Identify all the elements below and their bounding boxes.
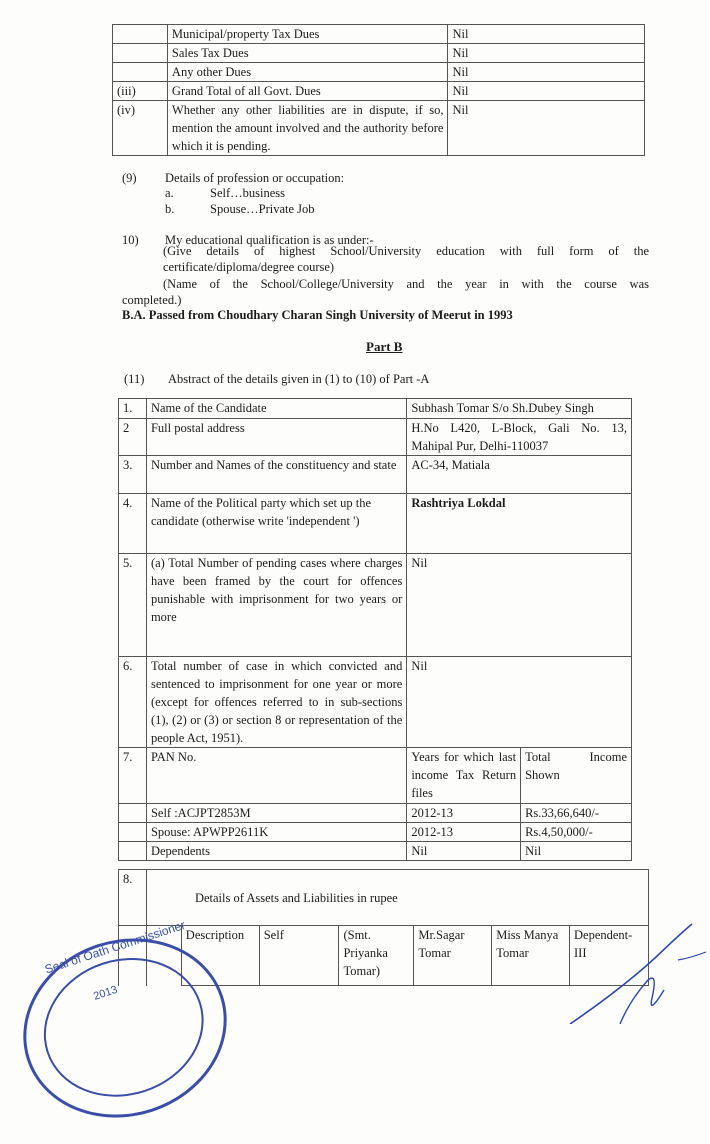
years-header: Years for which last income Tax Return files (407, 748, 521, 804)
section-10-instruction-1: (Give details of highest School/University education with full form of the certificate/diploma/degree course) (163, 244, 649, 274)
postal-address: H.No L420, L-Block, Gali No. 13, Mahipal Pur, Delhi-110037 (407, 419, 632, 456)
pan-label: Dependents (146, 842, 406, 861)
row-number: 7. (119, 748, 147, 804)
education-answer: B.A. Passed from Choudhary Charan Singh University of Meerut in 1993 (122, 308, 513, 322)
row-number: 3. (119, 456, 147, 494)
row-item: Whether any other liabilities are in dispute, if so, mention the amount involved and the authority before which it is pending. (167, 101, 448, 156)
row-label: Name of the Political party which set up the candidate (otherwise write 'independent ') (146, 494, 406, 554)
header-self: Self (259, 926, 339, 986)
section-11-abstract: Abstract of the details given in (1) to (10) of Part -A (168, 372, 430, 386)
section-9-a-text: Self…business (210, 186, 285, 200)
header-dependent-2: Miss Manya Tomar (492, 926, 570, 986)
table-row (119, 554, 632, 657)
political-party: Rashtriya Lokdal (407, 494, 632, 554)
header-dependent-1: Mr.Sagar Tomar (414, 926, 492, 986)
table-row (119, 823, 632, 842)
row-label: Number and Names of the constituency and state (146, 456, 406, 494)
section-10-instruction-2: (Name of the School/College/University and the year in with the course was (163, 277, 649, 291)
row-number: 2 (119, 419, 147, 456)
pan-year: Nil (407, 842, 521, 861)
header-description: Description (181, 926, 259, 986)
table-row (119, 419, 632, 456)
table-row (119, 657, 632, 748)
row-number: 5. (119, 554, 147, 657)
constituency: AC-34, Matiala (407, 456, 632, 494)
row-number: 1. (119, 399, 147, 419)
pending-cases: Nil (407, 554, 632, 657)
table-row (119, 494, 632, 554)
row-item: Grand Total of all Govt. Dues (167, 82, 448, 101)
row-number (113, 44, 168, 63)
row-value: Nil (448, 25, 645, 44)
section-9-a-label: a. (165, 186, 174, 200)
row-item: Municipal/property Tax Dues (167, 25, 448, 44)
table-row (113, 63, 645, 82)
section-11-number: (11) (124, 372, 145, 386)
table-row (113, 44, 645, 63)
section-9-heading: Details of profession or occupation: (165, 171, 345, 185)
pan-income: Nil (521, 842, 632, 861)
assets-title: Details of Assets and Liabilities in rupee (146, 870, 648, 926)
section-10-heading: My educational qualification is as under:- (165, 233, 374, 247)
table-row (113, 25, 645, 44)
empty-cell (119, 842, 147, 861)
table-row (119, 842, 632, 861)
row-label: (a) Total Number of pending cases where charges have been framed by the court for offences punishable with imprisonment for two years or more (146, 554, 406, 657)
row-label: Total number of case in which convicted and sentenced to imprisonment for one year or more (except for offences referred to in sub-sections (1), (2) or (3) or section 8 or representation of the people Act, 1951). (146, 657, 406, 748)
row-value: Nil (448, 101, 645, 156)
table-row (119, 870, 649, 926)
row-label: PAN No. (146, 748, 406, 804)
section-9-number: (9) (122, 171, 137, 185)
row-item: Any other Dues (167, 63, 448, 82)
table-row (119, 456, 632, 494)
row-number: 4. (119, 494, 147, 554)
signature-mark (560, 920, 710, 1024)
part-b-title: Part B (366, 339, 403, 354)
pan-year: 2012-13 (407, 823, 521, 842)
section-10-number: 10) (122, 233, 139, 247)
header-spouse: (Smt. Priyanka Tomar) (339, 926, 414, 986)
stamp-text-inner: 2013 (92, 983, 120, 1003)
row-label: Full postal address (146, 419, 406, 456)
table-row (119, 748, 632, 804)
pan-income: Rs.33,66,640/- (521, 804, 632, 823)
section-9-b-text: Spouse…Private Job (210, 202, 315, 216)
row-label: Name of the Candidate (146, 399, 406, 419)
candidate-name: Subhash Tomar S/o Sh.Dubey Singh (407, 399, 632, 419)
row-number (113, 25, 168, 44)
pan-label: Self :ACJPT2853M (146, 804, 406, 823)
table-row (119, 399, 632, 419)
part-b-table (118, 398, 632, 861)
row-value: Nil (448, 82, 645, 101)
empty-cell (119, 804, 147, 823)
row-number: (iv) (113, 101, 168, 156)
table-row (119, 804, 632, 823)
pan-income: Rs.4,50,000/- (521, 823, 632, 842)
row-value: Nil (448, 63, 645, 82)
convictions: Nil (407, 657, 632, 748)
section-10-instruction-3: completed.) (122, 293, 182, 307)
empty-cell (119, 823, 147, 842)
pan-label: Spouse: APWPP2611K (146, 823, 406, 842)
table-row (113, 82, 645, 101)
pan-year: 2012-13 (407, 804, 521, 823)
row-number: 6. (119, 657, 147, 748)
row-number (113, 63, 168, 82)
table-row (113, 101, 645, 156)
row-number: (iii) (113, 82, 168, 101)
income-header: Total Income Shown (521, 748, 632, 804)
govt-dues-table (112, 24, 645, 156)
row-number: 8. (119, 870, 147, 926)
header-dependent-3: Dependent-III (570, 926, 649, 986)
stamp-text-outer: Seal of Oath Commissioner (42, 917, 187, 977)
row-value: Nil (448, 44, 645, 63)
row-item: Sales Tax Dues (167, 44, 448, 63)
section-9-b-label: b. (165, 202, 175, 216)
